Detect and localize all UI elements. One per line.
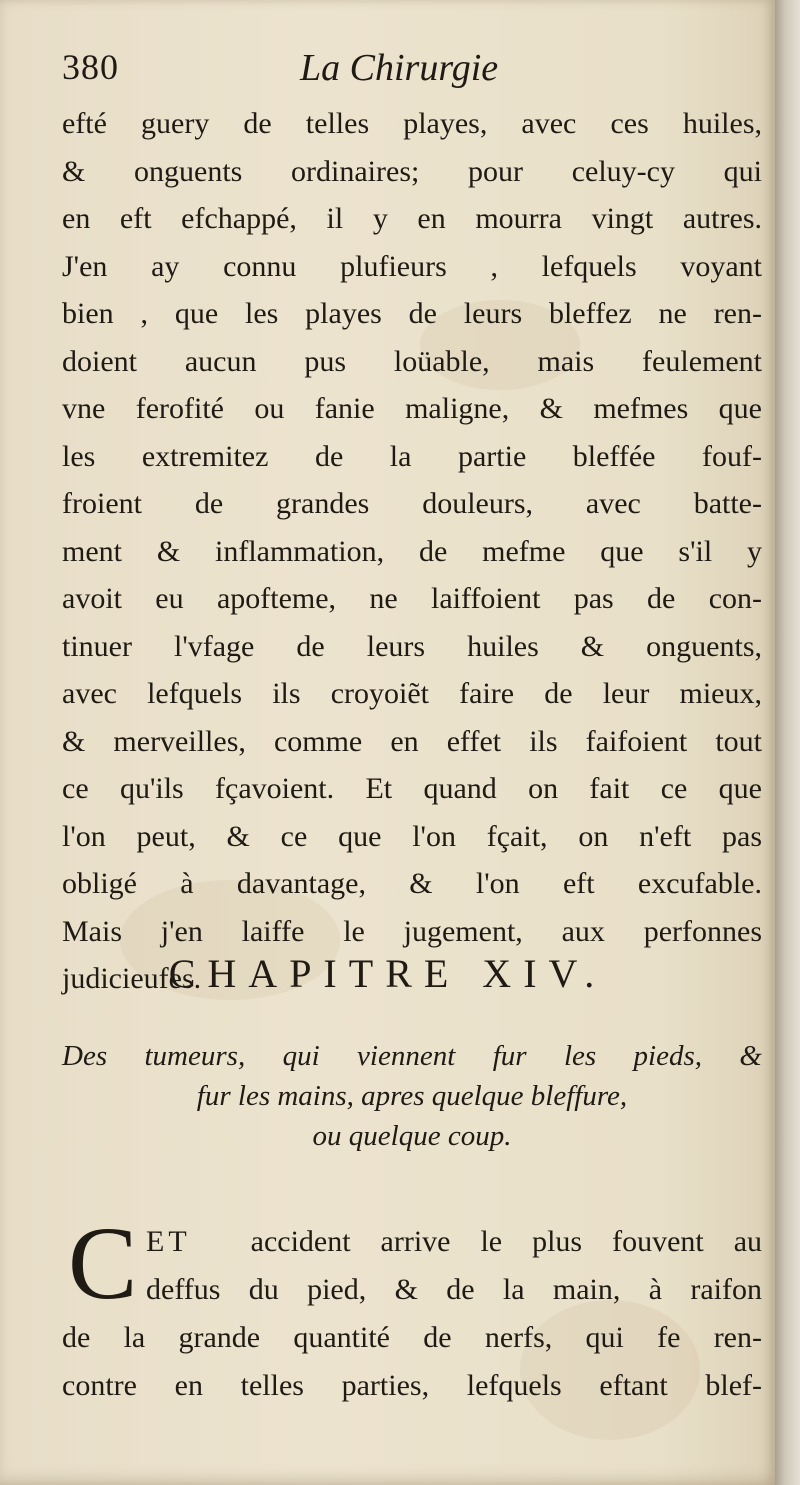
text-line: ce qu'ils fçavoient. Et quand on fait ce que xyxy=(62,772,762,805)
text-line: tinuer l'vfage de leurs huiles & onguents, xyxy=(62,629,762,663)
text-line: froient de grandes douleurs, avec batte- xyxy=(62,487,762,520)
subtitle-line: Des tumeurs, qui viennent fur les pieds, & xyxy=(62,1040,762,1072)
text-line: les extremitez de la partie bleffée fouf- xyxy=(62,439,762,473)
subtitle-line: fur les mains, apres quelque bleffure, xyxy=(196,1080,628,1112)
first-word-rest: ET xyxy=(146,1225,191,1258)
text-line-content: accident arrive le plus fouvent au xyxy=(250,1225,763,1258)
text-line: deffus du pied, & de la main, à raifon xyxy=(146,1273,762,1306)
text-line: contre en telles parties, lefquels eftant blef- xyxy=(62,1369,762,1402)
chapter-subtitle xyxy=(62,1036,762,1156)
text-line: l'on peut, & ce que l'on fçait, on n'eft pas xyxy=(62,819,762,853)
page-edge xyxy=(775,0,800,1485)
text-line: ment & inflammation, de mefme que s'il y xyxy=(62,534,762,568)
text-line: doient aucun pus loüable, mais feulement xyxy=(62,344,762,378)
text-line: obligé à davantage, & l'on eft excufable. xyxy=(62,867,762,900)
chapter-title: CHAPITRE XIV. xyxy=(168,951,607,996)
text-line xyxy=(62,1218,762,1266)
text-line: & onguents ordinaires; pour celuy-cy qui xyxy=(62,154,762,188)
text-line: efté guery de telles playes, avec ces huiles, xyxy=(62,107,762,140)
text-line: judicieufes. xyxy=(62,962,202,995)
body-text xyxy=(62,100,762,1003)
text-line: vne ferofité ou fanie maligne, & mefmes que xyxy=(62,392,762,425)
text-line: & merveilles, comme en effet ils faifoient tout xyxy=(62,724,762,758)
running-head: La Chirurgie xyxy=(300,47,499,89)
text-line: Mais j'en laiffe le jugement, aux perfonnes xyxy=(62,914,762,948)
text-line: J'en ay connu plufieurs , lefquels voyant xyxy=(62,249,762,283)
subtitle-line: ou quelque coup. xyxy=(312,1120,512,1152)
drop-cap: C xyxy=(68,1206,138,1321)
page-header xyxy=(62,46,762,96)
text-line: avec lefquels ils croyoiẽt faire de leur mieux, xyxy=(62,677,762,710)
text-line: bien , que les playes de leurs bleffez ne ren- xyxy=(62,297,762,330)
page-number: 380 xyxy=(62,47,119,87)
text-line: avoit eu apofteme, ne laiffoient pas de con- xyxy=(62,582,762,615)
chapter-paragraph xyxy=(62,1206,763,1410)
text-line: en eft efchappé, il y en mourra vingt autres. xyxy=(62,202,762,235)
text-line: de la grande quantité de nerfs, qui fe ren- xyxy=(62,1321,762,1354)
